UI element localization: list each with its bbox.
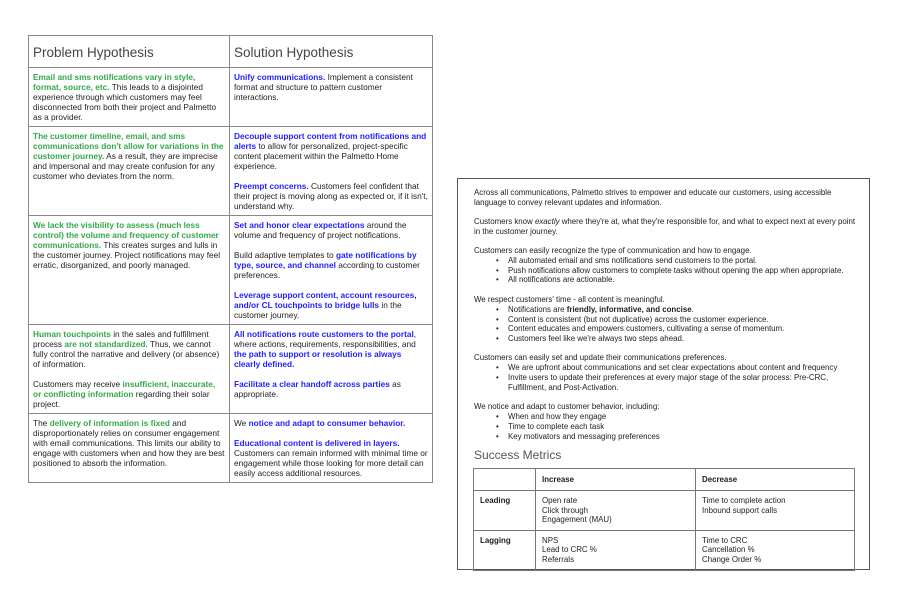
text-segment: We bbox=[234, 418, 249, 428]
text-segment: Content is consistent (but not duplicative) across the customer experience. bbox=[508, 314, 769, 324]
text-segment: Key motivators and messaging preferences bbox=[508, 431, 660, 441]
solution-cell bbox=[230, 325, 433, 414]
text-segment: Push notifications allow customers to complete tasks without opening the app when appropriate. bbox=[508, 265, 844, 275]
metric-item: Change Order % bbox=[702, 555, 762, 565]
metric-item: Referrals bbox=[542, 555, 575, 565]
problem-cell bbox=[29, 68, 230, 127]
highlighted-text: Educational content is delivered in layers. bbox=[234, 438, 400, 448]
highlighted-text: Facilitate a clear handoff across parties bbox=[234, 379, 390, 389]
bullet-item bbox=[498, 422, 859, 432]
solution-cell bbox=[230, 127, 433, 216]
text-segment: as appropriate. bbox=[234, 379, 401, 399]
paragraph bbox=[33, 329, 225, 369]
text-segment: Customers can easily recognize the type of communication and how to engage. bbox=[474, 245, 752, 255]
text-segment: around the volume and frequency of project notifications. bbox=[234, 220, 407, 240]
metric-item: Click through bbox=[542, 505, 589, 515]
table-row bbox=[29, 325, 433, 414]
text-segment: Build adaptive templates to bbox=[234, 250, 336, 260]
highlighted-text: Human touchpoints bbox=[33, 329, 111, 339]
principle-paragraph bbox=[474, 188, 859, 207]
decrease-metrics bbox=[696, 491, 855, 531]
increase-metrics bbox=[536, 491, 696, 531]
bullet-item bbox=[498, 275, 859, 285]
problem-cell bbox=[29, 325, 230, 414]
paragraph bbox=[33, 72, 225, 122]
text-segment: This creates surges and lulls in the customer journey. Project notifications may feel erratic, disorganized, and poorly managed. bbox=[33, 240, 221, 270]
text-segment: Customers feel like we're always two steps ahead. bbox=[508, 333, 685, 343]
paragraph bbox=[234, 290, 428, 320]
text-segment: All notifications are actionable. bbox=[508, 275, 615, 285]
metric-item: NPS bbox=[542, 535, 559, 545]
highlighted-text: We lack the visibility to assess (much less control) the volume and frequency of customer communications. bbox=[33, 220, 219, 250]
text-segment: The bbox=[33, 418, 50, 428]
paragraph bbox=[234, 220, 428, 240]
highlighted-text: Email and sms notifications vary in style, format, source, etc. bbox=[33, 72, 196, 92]
text-segment: Customers can easily set and update their communications preferences. bbox=[474, 353, 727, 363]
bullet-item bbox=[498, 266, 859, 276]
highlighted-text: delivery of information is fixed bbox=[49, 418, 170, 428]
text-segment: Customers may receive bbox=[33, 379, 123, 389]
bullet-item bbox=[498, 412, 859, 422]
text-segment: We are upfront about communications and set clear expectations about content and frequency bbox=[508, 363, 838, 373]
highlighted-text: gate notifications by type, source, and channel bbox=[234, 250, 417, 270]
problem-cell bbox=[29, 414, 230, 483]
text-segment: in the sales and fulfillment process bbox=[33, 329, 209, 349]
text-segment: Time to complete each task bbox=[508, 421, 605, 431]
bullet-item bbox=[498, 256, 859, 266]
text-segment: When and how they engage bbox=[508, 412, 607, 422]
text-segment: . bbox=[691, 304, 694, 314]
text-segment: Customers know bbox=[474, 216, 535, 226]
metrics-header-decrease: Decrease bbox=[696, 469, 855, 491]
paragraph bbox=[234, 329, 428, 369]
metric-item: Time to complete action bbox=[702, 496, 786, 506]
text-segment: All automated email and sms notifications send customers to the portal. bbox=[508, 256, 758, 266]
bullet-item bbox=[498, 324, 859, 334]
bullet-item bbox=[498, 315, 859, 325]
paragraph bbox=[33, 379, 225, 409]
metric-item: Engagement (MAU) bbox=[542, 515, 612, 525]
paragraph bbox=[33, 131, 225, 181]
text-segment: Customers feel confident that their project is moving along as expected or, if it isn't, understand why. bbox=[234, 181, 428, 211]
paragraph bbox=[234, 131, 428, 171]
principle-paragraph bbox=[474, 295, 859, 305]
paragraph bbox=[234, 379, 428, 399]
text-segment: Invite users to update their preferences at every major stage of the solar process: Pre-CRC, Fulfillment, and Post-Activation. bbox=[508, 373, 829, 392]
table-row bbox=[29, 216, 433, 325]
highlighted-text: Preempt concerns. bbox=[234, 181, 309, 191]
metric-item: Time to CRC bbox=[702, 535, 748, 545]
metrics-row-label: Leading bbox=[474, 491, 536, 531]
metrics-row-label: Lagging bbox=[474, 530, 536, 570]
paragraph bbox=[33, 220, 225, 270]
bullet-list bbox=[498, 305, 859, 344]
highlighted-text: Set and honor clear expectations bbox=[234, 220, 365, 230]
text-segment: Across all communications, Palmetto strives to empower and educate our customers, using accessible language to convey relevant updates and information. bbox=[474, 188, 832, 207]
paragraph bbox=[234, 438, 428, 478]
highlighted-text: insufficient, inaccurate, or conflicting information bbox=[33, 379, 216, 399]
text-segment: Implement a consistent format and structure to pattern customer interactions. bbox=[234, 72, 413, 102]
problem-hypothesis-header: Problem Hypothesis bbox=[29, 36, 230, 68]
bullet-item bbox=[498, 363, 859, 373]
solution-cell bbox=[230, 216, 433, 325]
paragraph bbox=[234, 181, 428, 211]
text-segment: regarding their solar project. bbox=[33, 389, 210, 409]
text-segment: . Thus, we cannot fully control the narrative and delivery (or absence) of information. bbox=[33, 339, 220, 369]
bullet-item bbox=[498, 373, 859, 392]
text-segment: according to customer preferences. bbox=[234, 260, 420, 280]
table-row bbox=[29, 414, 433, 483]
text-segment: We notice and adapt to customer behavior, including: bbox=[474, 401, 660, 411]
solution-cell bbox=[230, 68, 433, 127]
highlighted-text: Unify communications. bbox=[234, 72, 326, 82]
paragraph bbox=[33, 418, 225, 468]
decrease-metrics bbox=[696, 530, 855, 570]
bullet-item bbox=[498, 305, 859, 315]
solution-cell bbox=[230, 414, 433, 483]
text-segment: and disproportionately relies on consumer engagement with email communications. This limits our ability to engage with customers when and how they are best positioned to absorb the information. bbox=[33, 418, 225, 468]
problem-cell bbox=[29, 216, 230, 325]
principle-paragraph bbox=[474, 402, 859, 412]
hypothesis-table bbox=[28, 35, 433, 483]
table-row bbox=[29, 127, 433, 216]
text-segment: Content educates and empowers customers, cultivating a sense of momentum. bbox=[508, 324, 785, 334]
metric-item: Cancellation % bbox=[702, 545, 755, 555]
text-segment: As a result, they are imprecise and impersonal and may create confusion for any customer who deviates from the norm. bbox=[33, 151, 218, 181]
metrics-header-increase: Increase bbox=[536, 469, 696, 491]
table-row bbox=[29, 68, 433, 127]
text-segment: to allow for personalized, project-specific content placement within the Palmetto Home experience. bbox=[234, 141, 408, 171]
highlighted-text: friendly, informative, and concise bbox=[566, 304, 692, 314]
highlighted-text: The customer timeline, email, and sms communications don't allow for variations in the customer journey. bbox=[33, 131, 224, 161]
principles-document bbox=[457, 178, 870, 570]
metric-item: Inbound support calls bbox=[702, 505, 778, 515]
success-metrics-title: Success Metrics bbox=[474, 447, 562, 462]
highlighted-text: Leverage support content, account resources, and/or CL touchpoints to bridge lulls bbox=[234, 290, 417, 310]
highlighted-text: Decouple support content from notifications and alerts bbox=[234, 131, 427, 151]
text-segment: Customers can remain informed with minimal time or engagement while those looking for more detail can easily access additional resources. bbox=[234, 448, 428, 478]
metrics-row bbox=[474, 530, 855, 570]
text-segment: We respect customers' time - all content is meaningful. bbox=[474, 294, 665, 304]
text-segment: where they're at, what they're responsible for, and what to expect next at every point in the customer journey. bbox=[474, 216, 856, 236]
success-metrics-table bbox=[473, 468, 855, 570]
highlighted-text: exactly bbox=[534, 216, 560, 226]
paragraph bbox=[234, 72, 428, 102]
solution-hypothesis-header: Solution Hypothesis bbox=[230, 36, 433, 68]
problem-cell bbox=[29, 127, 230, 216]
text-segment: in the customer journey. bbox=[234, 300, 402, 320]
principle-paragraph bbox=[474, 353, 859, 363]
highlighted-text: the path to support or resolution is always clearly defined. bbox=[234, 349, 402, 369]
bullet-list bbox=[498, 256, 859, 285]
principle-paragraph bbox=[474, 217, 859, 236]
paragraph bbox=[234, 418, 428, 428]
metric-item: Open rate bbox=[542, 496, 578, 506]
principle-paragraph bbox=[474, 246, 859, 256]
highlighted-text: notice and adapt to consumer behavior. bbox=[248, 418, 406, 428]
text-segment: This leads to a disjointed experience through which customers may feel disconnected from both their project and Palmetto as a provider. bbox=[33, 82, 217, 122]
metrics-row bbox=[474, 491, 855, 531]
increase-metrics bbox=[536, 530, 696, 570]
bullet-list bbox=[498, 363, 859, 392]
bullet-item bbox=[498, 432, 859, 442]
highlighted-text: are not standardized bbox=[64, 339, 146, 349]
bullet-list bbox=[498, 412, 859, 441]
metrics-header-blank bbox=[474, 469, 536, 491]
paragraph bbox=[234, 250, 428, 280]
highlighted-text: All notifications route customers to the portal bbox=[234, 329, 414, 339]
bullet-item bbox=[498, 334, 859, 344]
text-segment: , where actions, requirements, responsibilities, and bbox=[234, 329, 417, 349]
metric-item: Lead to CRC % bbox=[542, 545, 597, 555]
text-segment: Notifications are bbox=[508, 304, 567, 314]
